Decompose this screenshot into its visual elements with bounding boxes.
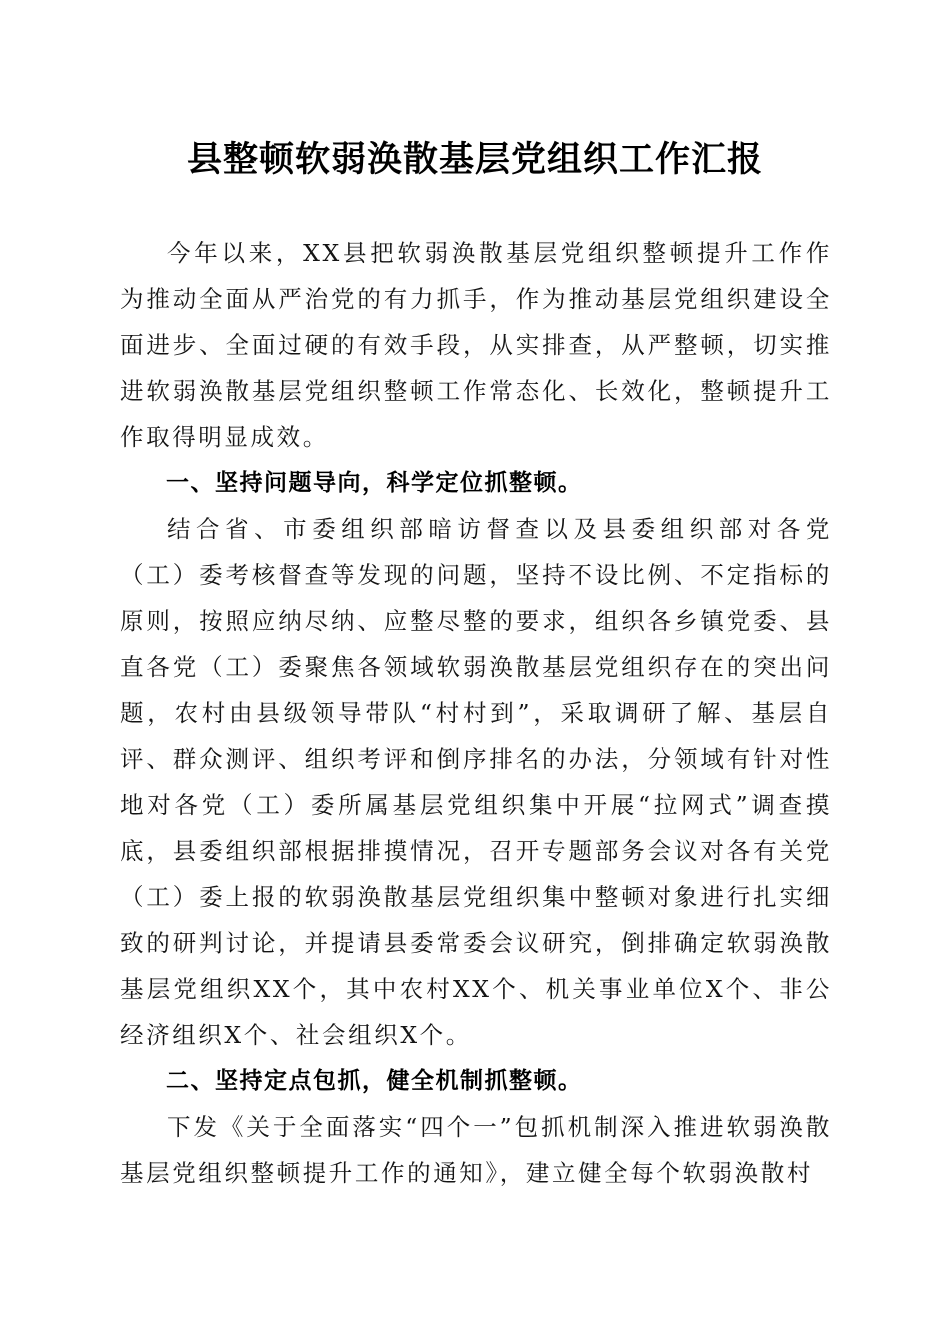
section-paragraph-1: 结合省、市委组织部暗访督查以及县委组织部对各党（工）委考核督查等发现的问题，坚持不设比例、不定指标的原则，按照应纳尽纳、应整尽整的要求，组织各乡镇党委、县直各党（工）委聚焦各领域软弱涣散基层党组织存在的突出问题，农村由县级领导带队“村村到”，采取调研了解、基层自评、群众测评、组织考评和倒序排名的办法，分领域有针对性地对各党（工）委所属基层党组织集中开展“拉网式”调查摸底，县委组织部根据排摸情况，召开专题部务会议对各有关党（工）委上报的软弱涣散基层党组织集中整顿对象进行扎实细致的研判讨论，并提请县委常委会议研究，倒排确定软弱涣散基层党组织XX个，其中农村XX个、机关事业单位X个、非公经济组织X个、社会组织X个。 [120,515,832,1049]
section-heading-2: 二、坚持定点包抓，健全机制抓整顿。 [166,1068,583,1094]
document-title: 县整顿软弱涣散基层党组织工作汇报 [186,139,763,180]
section-heading-1: 一、坚持问题导向，科学定位抓整顿。 [166,470,583,496]
document-body [120,230,832,1196]
section-paragraph-2: 下发《关于全面落实“四个一”包抓机制深入推进软弱涣散基层党组织整顿提升工作的通知》，建立健全每个软弱涣散村 [120,1113,832,1187]
intro-paragraph: 今年以来，XX县把软弱涣散基层党组织整顿提升工作作为推动全面从严治党的有力抓手，作为推动基层党组织建设全面进步、全面过硬的有效手段，从实排查，从严整顿，切实推进软弱涣散基层党组织整顿工作常态化、长效化，整顿提升工作取得明显成效。 [120,239,832,451]
